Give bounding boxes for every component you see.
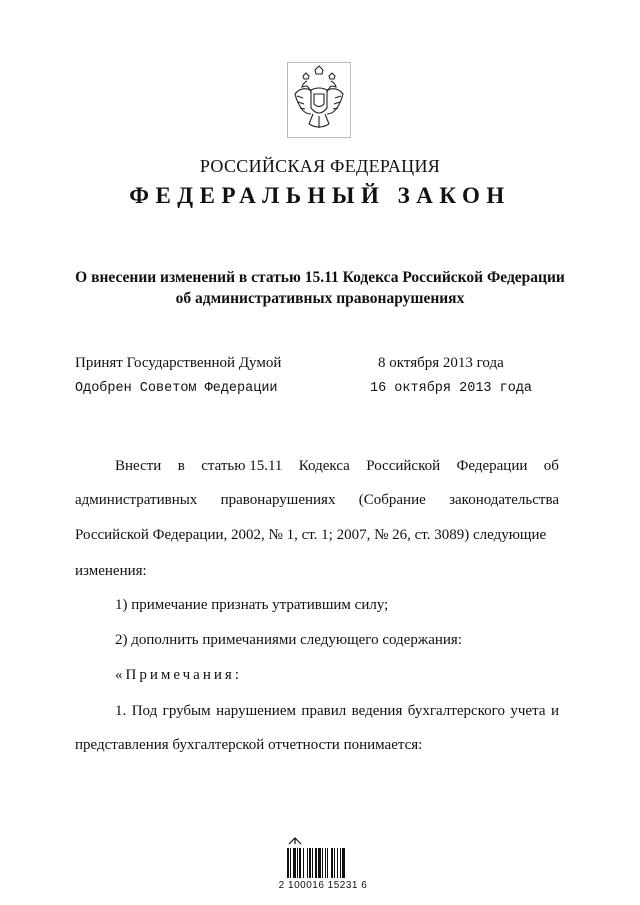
barcode-bar <box>331 848 333 878</box>
text: Российской Федерации, 2002, № 1, ст. 1; 2007, № 26, ст. 3089) следующие <box>75 527 547 543</box>
word: грубым <box>162 703 211 719</box>
law-title-line-2: об административных правонарушениях <box>175 290 465 307</box>
note-1-line-2: представления бухгалтерской отчетности понимается: <box>75 737 423 753</box>
barcode-bar <box>293 848 296 878</box>
paragraph-1-line-2 <box>75 492 559 509</box>
word: 1. <box>115 703 127 719</box>
approved-label: Одобрен Советом Федерации <box>75 381 278 396</box>
notes-heading: «Примечания: <box>115 667 242 683</box>
barcode-bar <box>342 848 345 878</box>
word: законодательства <box>449 492 559 508</box>
word: бухгалтерского <box>407 703 505 719</box>
word: правил <box>301 703 347 719</box>
list-item-2: 2) дополнить примечаниями следующего содержания: <box>115 632 462 648</box>
barcode-bar <box>303 848 304 878</box>
barcode-icon <box>285 836 349 878</box>
paragraph-1-line-3 <box>75 527 559 544</box>
barcode-bar <box>312 848 313 878</box>
word: административных <box>75 492 198 508</box>
adopted-label: Принят Государственной Думой <box>75 355 282 371</box>
word: об <box>543 458 559 474</box>
barcode-bar <box>334 848 335 878</box>
note-1-line-1 <box>115 703 559 720</box>
barcode-bar <box>290 848 291 878</box>
word: правонарушениях <box>220 492 336 508</box>
word: Внести <box>115 458 162 474</box>
barcode-mark-icon <box>289 838 301 844</box>
word: статью 15.11 <box>201 458 283 474</box>
law-title-line-1: О внесении изменений в статью 15.11 Кодекса Российской Федерации <box>75 269 565 286</box>
paragraph-1-line-4: изменения: <box>75 563 147 579</box>
word: и <box>550 703 559 719</box>
word: в <box>177 458 185 474</box>
list-item-1: 1) примечание признать утратившим силу; <box>115 597 389 613</box>
russian-double-headed-eagle-icon <box>287 62 351 138</box>
barcode-bar <box>287 848 289 878</box>
adopted-date: 8 октября 2013 года <box>378 355 504 371</box>
state-emblem <box>287 62 351 138</box>
word: учета <box>510 703 546 719</box>
barcode-bar <box>327 848 328 878</box>
barcode-bar <box>318 848 321 878</box>
barcode-bar <box>307 848 308 878</box>
word: Кодекса <box>298 458 350 474</box>
word: Под <box>131 703 158 719</box>
word: нарушением <box>216 703 296 719</box>
document-type: ФЕДЕРАЛЬНЫЙ ЗАКОН <box>129 183 511 208</box>
barcode-bar <box>297 848 298 878</box>
barcode-bar <box>325 848 326 878</box>
barcode-number: 2 100016 15231 6 <box>278 880 368 891</box>
paragraph-1-line-1 <box>115 458 559 475</box>
barcode-bar <box>299 848 301 878</box>
word: (Собрание <box>358 492 426 508</box>
barcode <box>285 836 349 878</box>
word: Федерации <box>456 458 528 474</box>
country-name: РОССИЙСКАЯ ФЕДЕРАЦИЯ <box>199 156 441 176</box>
barcode-bar <box>340 848 341 878</box>
approved-date: 16 октября 2013 года <box>370 381 533 396</box>
word: Российской <box>366 458 441 474</box>
barcode-bar <box>315 848 317 878</box>
barcode-bar <box>322 848 323 878</box>
word: ведения <box>351 703 403 719</box>
barcode-bar <box>337 848 338 878</box>
barcode-bar <box>309 848 311 878</box>
